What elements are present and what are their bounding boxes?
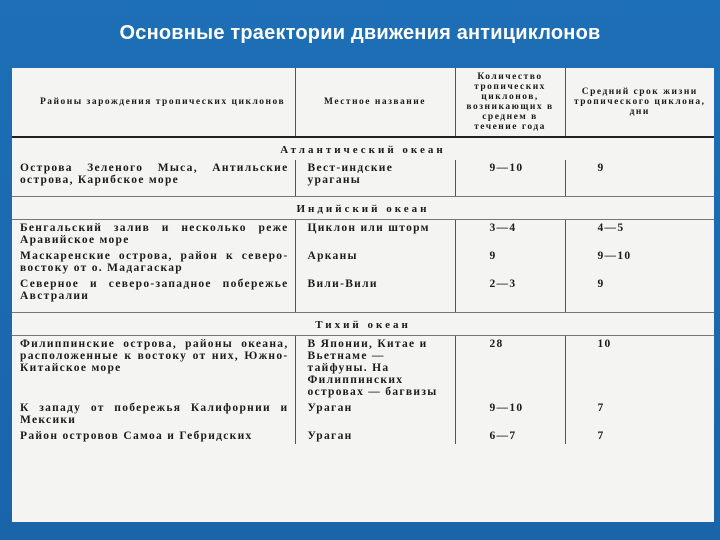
scanned-table-image bbox=[12, 68, 714, 522]
cell-lifetime: 9—10 bbox=[565, 248, 714, 276]
cell-count: 9—10 bbox=[455, 160, 565, 197]
cell-local-name: Вест-индские ураганы bbox=[295, 160, 455, 197]
cell-local-name: Ураган bbox=[295, 428, 455, 444]
section-title: Тихий океан bbox=[12, 313, 714, 336]
cell-lifetime: 9 bbox=[565, 160, 714, 197]
table-header-row bbox=[12, 68, 714, 137]
table-row bbox=[12, 160, 714, 197]
cell-count: 9—10 bbox=[455, 400, 565, 428]
cell-region: Северное и северо-западное побережье Австралии bbox=[12, 276, 295, 313]
cell-local-name: Арканы bbox=[295, 248, 455, 276]
table-row bbox=[12, 336, 714, 401]
cell-region: Филиппинские острова, районы океана, расположенные к востоку от них, Южно-Китайское море bbox=[20, 338, 289, 374]
table-row bbox=[12, 248, 714, 276]
cell-lifetime: 9 bbox=[565, 276, 714, 313]
header-count-per-year: Количество тропических циклонов, возникающих в среднем в течение года bbox=[455, 68, 565, 137]
cell-region: Район островов Самоа и Гебридских bbox=[20, 430, 253, 442]
cell-local-name: Ураган bbox=[295, 400, 455, 428]
table-row bbox=[12, 428, 714, 444]
cell-count: 3—4 bbox=[455, 220, 565, 249]
table-row bbox=[12, 220, 714, 249]
cell-region: Маскаренские острова, район к северо-востоку от о. Мадагаскар bbox=[20, 250, 289, 274]
cell-count: 9 bbox=[455, 248, 565, 276]
cell-count: 6—7 bbox=[455, 428, 565, 444]
cyclone-table bbox=[12, 68, 714, 444]
header-local-name: Местное название bbox=[295, 68, 455, 137]
cell-lifetime: 7 bbox=[565, 400, 714, 428]
cell-local-name: Вили-Вили bbox=[295, 276, 455, 313]
section-row-indian bbox=[12, 197, 714, 220]
cell-count: 2—3 bbox=[455, 276, 565, 313]
slide-title: Основные траектории движения антициклонов bbox=[119, 22, 601, 44]
cell-lifetime: 10 bbox=[565, 336, 714, 401]
table-row bbox=[12, 276, 714, 313]
cell-region: Бенгальский залив и несколько реже Аравийское море bbox=[20, 222, 289, 246]
table-row bbox=[12, 400, 714, 428]
section-row-pacific bbox=[12, 313, 714, 336]
section-row-atlantic bbox=[12, 137, 714, 160]
section-title: Индийский океан bbox=[12, 197, 714, 220]
cell-count: 28 bbox=[455, 336, 565, 401]
cell-local-name: В Японии, Китае и Вьетнаме — тайфуны. На Филиппинских островах — багвизы bbox=[295, 336, 455, 401]
cell-region: К западу от побережья Калифорнии и Мексики bbox=[20, 402, 289, 426]
cell-local-name: Циклон или шторм bbox=[295, 220, 455, 249]
section-title: Атлантический океан bbox=[280, 144, 446, 156]
cell-lifetime: 7 bbox=[565, 428, 714, 444]
cell-lifetime: 4—5 bbox=[565, 220, 714, 249]
header-regions: Районы зарождения тропических циклонов bbox=[12, 68, 295, 137]
cell-region: Острова Зеленого Мыса, Антильские острова, Карибское море bbox=[12, 160, 295, 197]
header-lifetime-days: Средний срок жизни тропического циклона, дни bbox=[565, 68, 714, 137]
